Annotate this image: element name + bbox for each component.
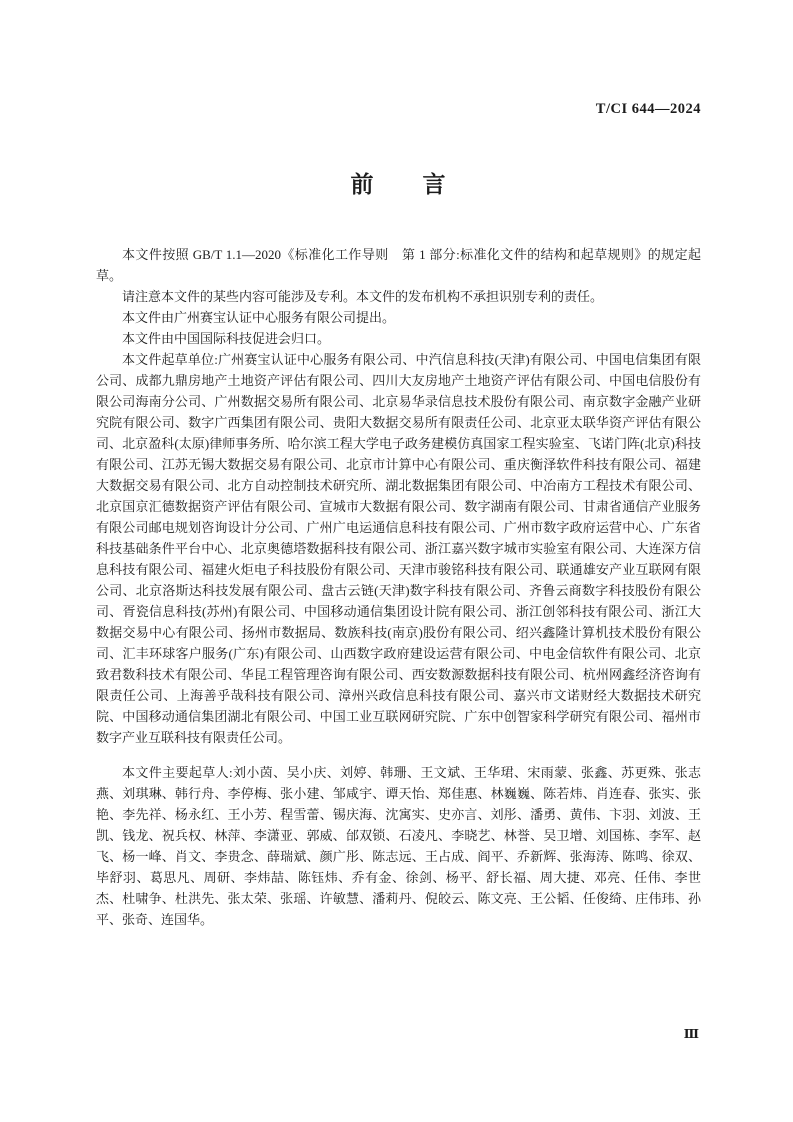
paragraph-drafting-rules: 本文件按照 GB/T 1.1—2020《标准化工作导则 第 1 部分:标准化文件的结构和起草规则》的规定起草。	[96, 247, 701, 283]
paragraph-centralized-by: 本文件由中国国际科技促进会归口。	[122, 331, 331, 346]
paragraph-proposed-by: 本文件由广州赛宝认证中心服务有限公司提出。	[122, 310, 396, 325]
paragraph-main-drafters: 本文件主要起草人:刘小茵、吴小庆、刘婷、韩珊、王文斌、王华珺、宋雨蒙、张鑫、苏更殊、张志燕、刘琪琳、韩行舟、李停梅、张小建、邹咸宇、谭天怡、郑佳惠、林巍巍、陈若炜、肖连春、张实、张艳、李先祥、杨永红、王小芳、程雪蕾、锡庆海、沈寓实、史亦言、刘彤、潘勇、黄伟、卞羽、刘波、王凯、钱龙、祝兵权、林萍、李潇亚、郭威、邰双锁、石凌凡、李晓艺、林誉、吴卫增、刘国栋、李军、赵飞、杨一峰、肖文、李贵念、薛瑞斌、颜广彤、陈志远、王占成、阎平、乔新辉、张海涛、陈鸣、徐双、毕舒羽、葛思凡、周研、李炜喆、陈钰炜、乔有金、徐剑、杨平、舒长福、周大捷、邓亮、任伟、李世杰、杜啸争、杜洪先、张太荣、张瑶、许敏慧、潘莉丹、倪皎云、陈文亮、王公韬、任俊绮、庄伟玮、孙平、张奇、连国华。	[96, 765, 701, 927]
paragraph-patent-notice: 请注意本文件的某些内容可能涉及专利。本文件的发布机构不承担识别专利的责任。	[122, 289, 604, 304]
foreword-body	[96, 244, 701, 930]
page-content	[96, 0, 701, 930]
standard-number: T/CI 644—2024	[595, 101, 701, 117]
page-number: Ⅲ	[683, 1027, 699, 1041]
page-title: 前 言	[350, 171, 447, 197]
paragraph-drafting-organizations: 本文件起草单位:广州赛宝认证中心服务有限公司、中汽信息科技(天津)有限公司、中国电信集团有限公司、成都九鼎房地产土地资产评估有限公司、四川大友房地产土地资产评估有限公司、中国电信股份有限公司海南分公司、广州数据交易所有限公司、北京易华录信息技术股份有限公司、南京数字金融产业研究院有限公司、数字广西集团有限公司、贵阳大数据交易所有限责任公司、北京亚太联华资产评估有限公司、北京盈科(太原)律师事务所、哈尔滨工程大学电子政务建模仿真国家工程实验室、飞诺门阵(北京)科技有限公司、江苏无锡大数据交易有限公司、北京市计算中心有限公司、重庆衡泽软件科技有限公司、福建大数据交易有限公司、北方自动控制技术研究所、湖北数据集团有限公司、中冶南方工程技术有限公司、北京国京汇德数据资产评估有限公司、宣城市大数据有限公司、数字湖南有限公司、甘肃省通信产业服务有限公司邮电规划咨询设计分公司、广州广电运通信息科技有限公司、广州市数字政府运营中心、广东省科技基础条件平台中心、北京奥德塔数据科技有限公司、浙江嘉兴数字城市实验室有限公司、大连深方信息科技有限公司、福建火炬电子科技股份有限公司、天津市骏铭科技有限公司、联通雄安产业互联网有限公司、北京洛斯达科技发展有限公司、盘古云链(天津)数字科技有限公司、齐鲁云商数字科技股份有限公司、胥瓷信息科技(苏州)有限公司、中国移动通信集团设计院有限公司、浙江创邻科技有限公司、浙江大数据交易中心有限公司、扬州市数据局、数族科技(南京)股份有限公司、绍兴鑫隆计算机技术股份有限公司、汇丰环球客户服务(广东)有限公司、山西数字政府建设运营有限公司、中电金信软件有限公司、北京致君数科技术有限公司、华昆工程管理咨询有限公司、西安数源数据科技有限公司、杭州网鑫经济咨询有限责任公司、上海善乎哉科技有限公司、漳州兴政信息科技有限公司、嘉兴市文诺财经大数据技术研究院、中国移动通信集团湖北有限公司、中国工业互联网研究院、广东中创智家科学研究有限公司、福州市数字产业互联科技有限责任公司。	[96, 352, 701, 745]
